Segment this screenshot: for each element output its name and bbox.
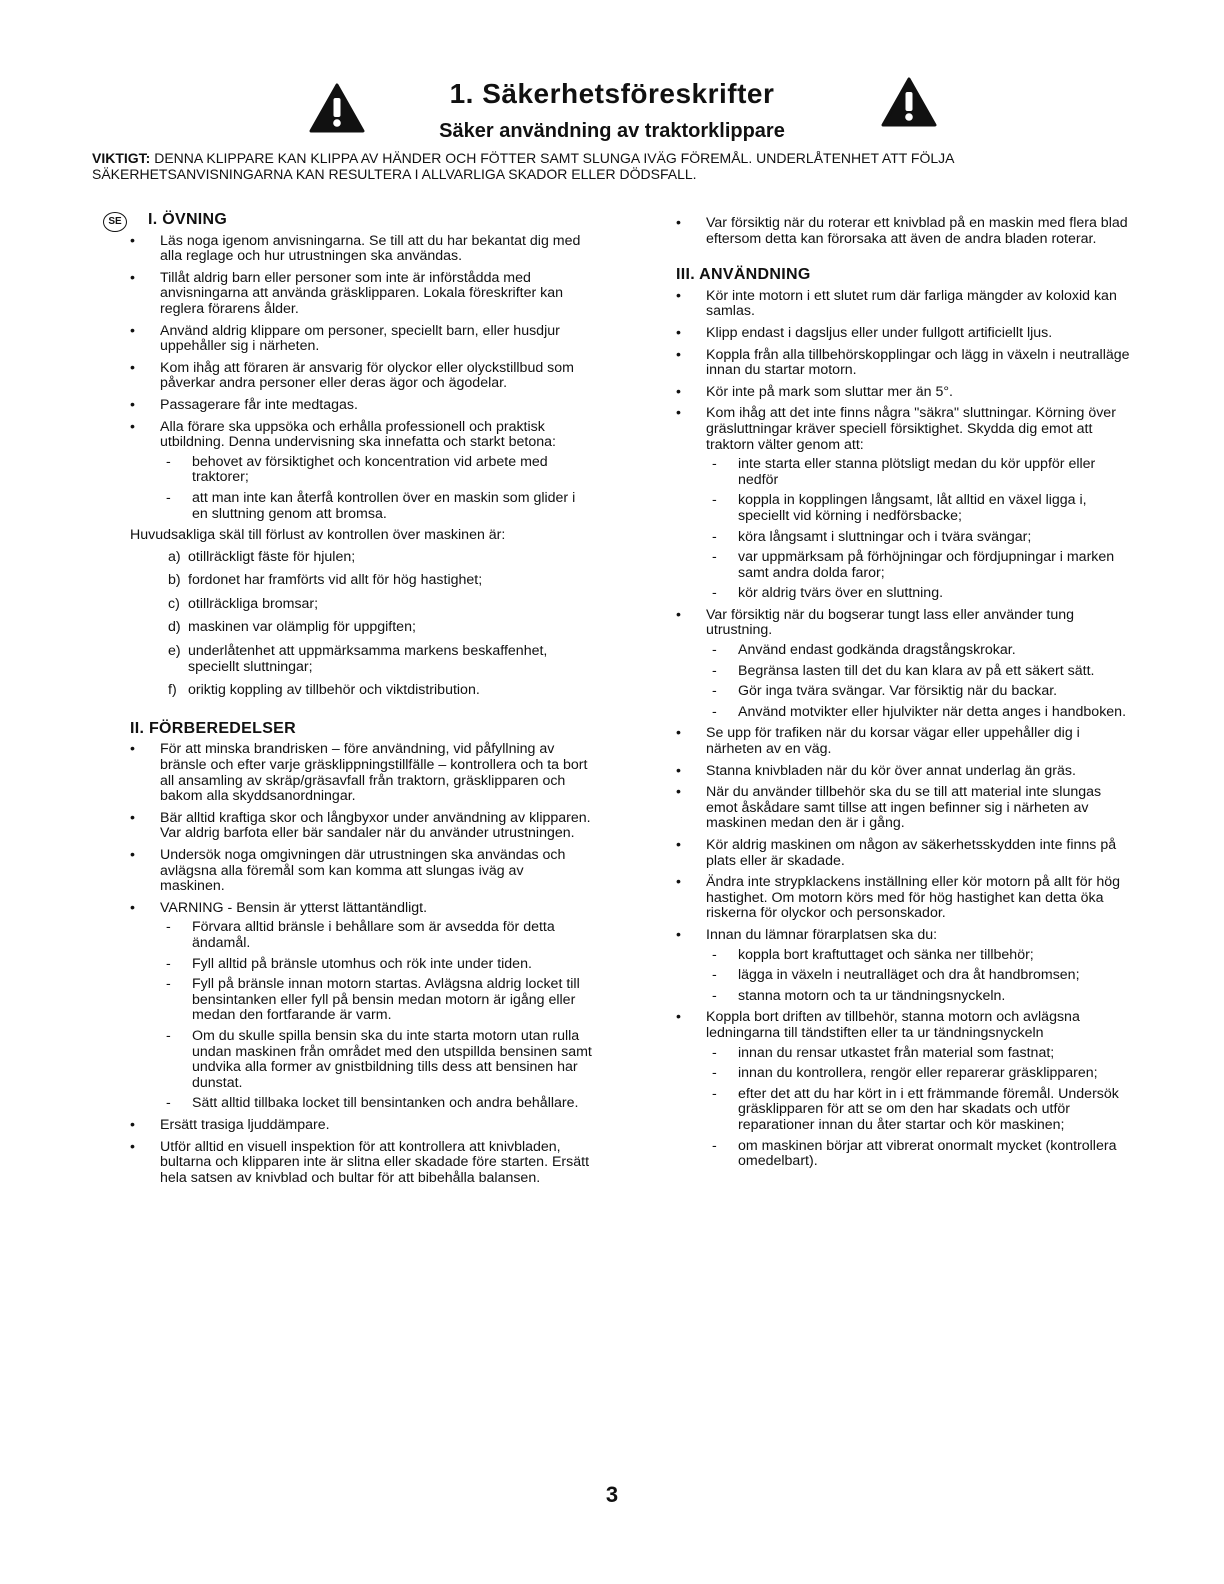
- sub-list-item: - var uppmärksam på förhöjningar och fördjupningar i marken samt andra dolda faror;: [706, 550, 1132, 581]
- sub-list: [160, 455, 592, 522]
- page-subtitle: Säker användning av traktorklippare: [439, 120, 785, 142]
- important-notice: [92, 150, 1142, 182]
- sub-list-item: - koppla bort kraftuttaget och sänka ner tillbehör;: [706, 948, 1132, 964]
- page-header: [0, 70, 1224, 150]
- sub-list: [706, 643, 1132, 720]
- sub-list: [706, 1046, 1132, 1170]
- sub-list-item: - Använd endast godkända dragstångskrokar.: [706, 643, 1132, 659]
- reason-text: otillräckligt fäste för hjulen;: [188, 548, 356, 565]
- sub-list-item: - att man inte kan återfå kontrollen över en maskin som glider i en sluttning genom att bromsa.: [160, 491, 592, 522]
- list-item: • Klipp endast i dagsljus eller under fullgott artificiellt ljus.: [676, 326, 1132, 342]
- sub-list-item: - lägga in växeln i neutralläget och dra åt handbromsen;: [706, 968, 1132, 984]
- reason-text: otillräckliga bromsar;: [188, 595, 319, 612]
- sub-list: [706, 457, 1132, 602]
- reason-text: fordonet har framförts vid allt för hög hastighet;: [188, 572, 483, 589]
- sub-list-item: - Fyll på bränsle innan motorn startas. Avlägsna aldrig locket till bensintanken eller fyll på bensin medan motorn är igång eller medan den fortfarande är varm.: [160, 977, 592, 1024]
- sub-list-item: - köra långsamt i sluttningar och i tvära svängar;: [706, 530, 1132, 546]
- sub-list-item: - koppla in kopplingen långsamt, låt alltid en växel ligga i, speciellt vid körning i nedförsbacke;: [706, 493, 1132, 524]
- forberedelser-list: [130, 742, 592, 1186]
- reason-text: oriktig koppling av tillbehör och viktdistribution.: [188, 682, 480, 699]
- list-item: • Bär alltid kraftiga skor och långbyxor under användning av klipparen. Var aldrig barfota eller bär sandaler när du använder utrustningen.: [130, 811, 592, 842]
- reason-letter: a): [168, 548, 181, 565]
- sub-list-item: - Sätt alltid tillbaka locket till bensintanken och andra behållare.: [160, 1096, 592, 1112]
- ovning-list: [130, 234, 592, 523]
- section-heading-forberedelser: II. FÖRBEREDELSER: [130, 719, 297, 737]
- list-item-text: Var försiktig när du bogserar tungt lass eller använder tung utrustning.: [706, 606, 1075, 639]
- list-item: [676, 928, 1132, 1004]
- list-item: [676, 608, 1132, 721]
- list-item: • Var försiktig när du roterar ett knivblad på en maskin med flera blad eftersom detta kan förorsaka att även de andra bladen roterar.: [676, 216, 1132, 247]
- reason-text: maskinen var olämplig för uppgiften;: [188, 619, 416, 636]
- reason-text: underlåtenhet att uppmärksamma markens beskaffenhet, speciellt sluttningar;: [188, 643, 548, 675]
- sub-list-item: - Fyll alltid på bränsle utomhus och rök inte under tiden.: [160, 957, 592, 973]
- reason-item: [130, 597, 592, 613]
- list-item: • Läs noga igenom anvisningarna. Se till att du har bekantat dig med alla reglage och hur utrustningen ska användas.: [130, 234, 592, 265]
- sub-list-item: - behovet av försiktighet och koncentration vid arbete med traktorer;: [160, 455, 592, 486]
- list-item: • Undersök noga omgivningen där utrustningen ska användas och avlägsna alla föremål som kan komma att slungas iväg av maskinen.: [130, 848, 592, 895]
- important-label: VIKTIGT:: [92, 150, 151, 166]
- page-title: 1. Säkerhetsföreskrifter: [449, 78, 775, 109]
- sub-list-item: - innan du kontrollera, rengör eller reparerar gräsklipparen;: [706, 1066, 1132, 1082]
- sub-list-item: - Använd motvikter eller hjulvikter när detta anges i handboken.: [706, 705, 1132, 721]
- list-item: • Kom ihåg att föraren är ansvarig för olyckor eller olyckstillbud som påverkar andra personer eller deras ägor och ägodelar.: [130, 361, 592, 392]
- sub-list-item: - efter det att du har kört in i ett främmande föremål. Undersök gräsklipparen för att se om den har skadats och utför reparationer innan du åter startar och kör maskinen;: [706, 1087, 1132, 1134]
- anvandning-list: [676, 289, 1132, 1170]
- list-item: • Ersätt trasiga ljuddämpare.: [130, 1118, 592, 1134]
- reason-item: [130, 550, 592, 566]
- list-item: • Ändra inte strypklackens inställning eller kör motorn på allt för hög hastighet. Om motorn körs med för hög hastighet kan detta öka riskerna för olyckor och personskador.: [676, 875, 1132, 922]
- sub-list-item: - Begränsa lasten till det du kan klara av på ett säkert sätt.: [706, 664, 1132, 680]
- list-item-text: Innan du lämnar förarplatsen ska du:: [706, 926, 938, 943]
- list-item: [676, 406, 1132, 602]
- reason-letter: d): [168, 619, 181, 636]
- list-item: • Passagerare får inte medtagas.: [130, 398, 592, 414]
- list-item: • Tillåt aldrig barn eller personer som inte är införstådda med anvisningarna att använda gräsklipparen. Lokala föreskrifter kan reglera förarens ålder.: [130, 271, 592, 318]
- sub-list-item: - om maskinen börjar att vibrerat onormalt mycket (kontrollera omedelbart).: [706, 1139, 1132, 1170]
- sub-list-item: - kör aldrig tvärs över en sluttning.: [706, 586, 1132, 602]
- left-column: [130, 212, 592, 1192]
- sub-list-item: - Förvara alltid bränsle i behållare som är avsedda för detta ändamål.: [160, 920, 592, 951]
- sub-list-item: - inte starta eller stanna plötsligt medan du kör uppför eller nedför: [706, 457, 1132, 488]
- sub-list: [706, 948, 1132, 1005]
- reason-letter: c): [168, 595, 180, 612]
- list-item-text: Kom ihåg att det inte finns några "säkra" sluttningar. Körning över gräsluttningar kräver speciell försiktighet. Skydda dig emot att traktorn välter genom att:: [706, 405, 1116, 453]
- list-item-text: Alla förare ska uppsöka och erhålla professionell och praktisk utbildning. Denna undervisning ska innefatta och starkt betona:: [160, 418, 556, 451]
- reason-item: [130, 683, 592, 699]
- section-heading-ovning: I. ÖVNING: [148, 211, 228, 228]
- warning-triangle-icon: [880, 76, 938, 128]
- reason-letter: e): [168, 643, 181, 660]
- important-text: DENNA KLIPPARE KAN KLIPPA AV HÄNDER OCH FÖTTER SAMT SLUNGA IVÄG FÖREMÅL. UNDERLÅTENHET ATT FÖLJA SÄKERHETSANVISNINGARNA KAN RESULTERA I ALLVARLIGA SKADOR ELLER DÖDSFALL.: [92, 150, 954, 182]
- sub-list-item: - Gör inga tvära svängar. Var försiktig när du backar.: [706, 684, 1132, 700]
- list-item: • Se upp för trafiken när du korsar vägar eller uppehåller dig i närheten av en väg.: [676, 726, 1132, 757]
- sub-list-item: - stanna motorn och ta ur tändningsnyckeln.: [706, 989, 1132, 1005]
- list-item: [130, 901, 592, 1112]
- right-column: [676, 216, 1132, 1176]
- reasons-intro: Huvudsakliga skäl till förlust av kontrollen över maskinen är:: [130, 527, 506, 544]
- language-badge: SE: [103, 212, 127, 232]
- list-item: • Kör aldrig maskinen om någon av säkerhetsskydden inte finns på plats eller är skadade.: [676, 838, 1132, 869]
- page-number: 3: [605, 1482, 619, 1507]
- list-item-text: VARNING - Bensin är ytterst lättantändligt.: [160, 899, 428, 916]
- reason-letter: b): [168, 572, 181, 589]
- list-item: • När du använder tillbehör ska du se till att material inte slungas emot åskådare samt tillse att ingen befinner sig i närheten av maskinen medan den är i gång.: [676, 785, 1132, 832]
- list-item: [676, 1010, 1132, 1169]
- list-item: • Koppla från alla tillbehörskopplingar och lägg in växeln i neutralläge innan du startar motorn.: [676, 348, 1132, 379]
- reason-item: [130, 644, 592, 675]
- list-item: • Använd aldrig klippare om personer, speciellt barn, eller husdjur uppehåller sig i närheten.: [130, 324, 592, 355]
- section-heading-anvandning: III. ANVÄNDNING: [676, 266, 811, 284]
- list-item: • Stanna knivbladen när du kör över annat underlag än gräs.: [676, 764, 1132, 780]
- list-item: • För att minska brandrisken – före användning, vid påfyllning av bränsle och efter varje gräsklippningstillfälle – kontrollera och ta bort all ansamling av skräp/gräsavfall från traktorn, gräsklipparen och bakom alla skyddsanordningar.: [130, 742, 592, 804]
- list-item-text: Koppla bort driften av tillbehör, stanna motorn och avlägsna ledningarna till tändstiften eller ta ur tändningsnyckeln: [706, 1009, 1080, 1041]
- sub-list-item: - innan du rensar utkastet från material som fastnat;: [706, 1046, 1132, 1062]
- list-item: • Kör inte på mark som sluttar mer än 5°.: [676, 385, 1132, 401]
- list-item: • Utför alltid en visuell inspektion för att kontrollera att knivbladen, bultarna och klipparen inte är slitna eller skadade före starten. Ersätt hela satsen av knivblad och bultar för att bibehålla balansen.: [130, 1140, 592, 1187]
- list-item: • Kör inte motorn i ett slutet rum där farliga mängder av koloxid kan samlas.: [676, 289, 1132, 320]
- continued-list: [676, 216, 1132, 247]
- list-item: [130, 420, 592, 523]
- sub-list: [160, 920, 592, 1112]
- reason-item: [130, 620, 592, 636]
- reason-item: [130, 573, 592, 589]
- reason-letter: f): [168, 682, 177, 699]
- reasons-list: [130, 550, 592, 699]
- sub-list-item: - Om du skulle spilla bensin ska du inte starta motorn utan rulla undan maskinen från området med den utspillda bensinen samt undvika alla former av gnistbildning tills dess att bensinen har dunstat.: [160, 1029, 592, 1091]
